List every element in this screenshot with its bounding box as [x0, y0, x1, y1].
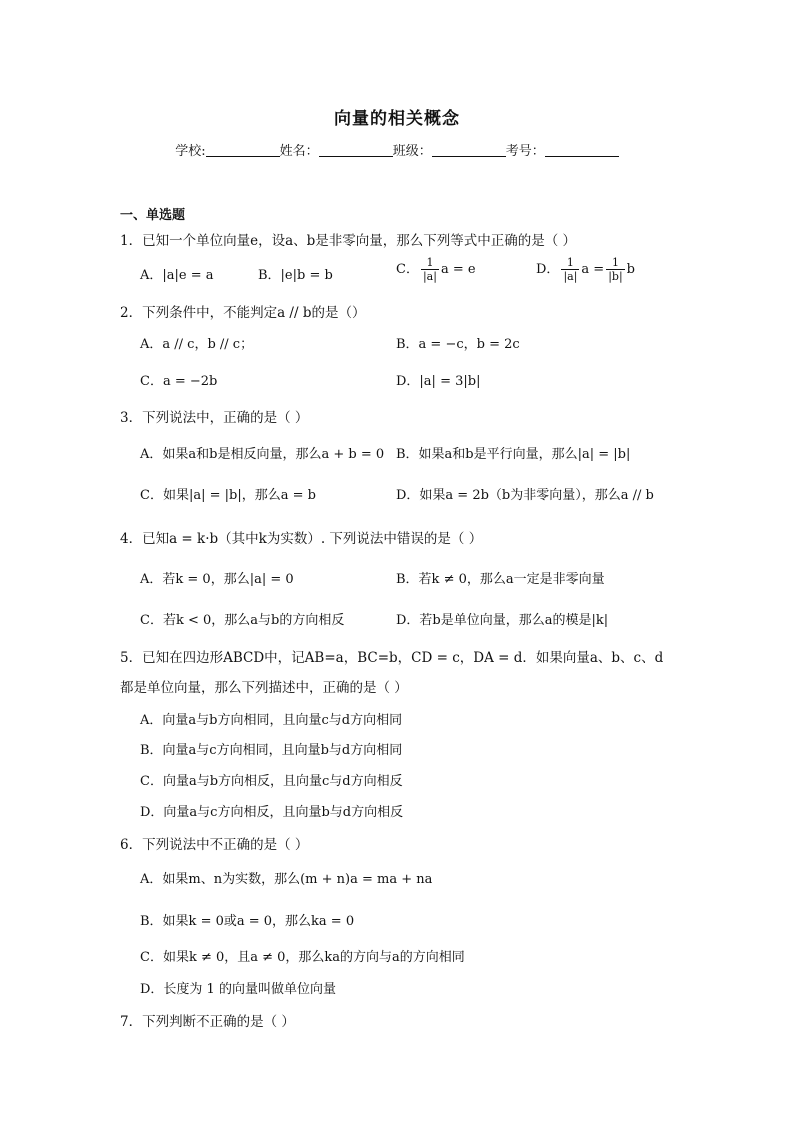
option-c-suffix: a = e	[440, 262, 476, 277]
question-3-option-a: A．如果a和b是相反向量，那么a + b = 0	[140, 447, 385, 462]
name-blank[interactable]	[319, 142, 393, 157]
question-3-option-c: C．如果|a| = |b|，那么a = b	[140, 488, 316, 503]
question-5-stem-line-2: 都是单位向量，那么下列描述中，正确的是（ ）	[120, 680, 408, 696]
number-blank[interactable]	[545, 142, 619, 157]
question-6-option-d: D．长度为 1 的向量叫做单位向量	[140, 982, 336, 997]
option-c-prefix: C．	[396, 262, 419, 277]
fraction-numerator: 1	[561, 256, 579, 270]
question-7-stem: 7．下列判断不正确的是（ ）	[120, 1014, 295, 1030]
fraction-denominator: |a|	[422, 270, 437, 283]
question-5-option-b: B．向量a与c方向相同，且向量b与d方向相同	[140, 743, 403, 758]
fraction-numerator: 1	[606, 256, 624, 270]
question-2-option-b: B．a = −c，b = 2c	[396, 337, 520, 352]
question-2-option-a: A．a // c，b // c；	[140, 337, 254, 352]
question-6-option-b: B．如果k = 0或a = 0，那么ka = 0	[140, 914, 355, 929]
question-3-stem: 3．下列说法中，正确的是（ ）	[120, 410, 309, 426]
school-blank[interactable]	[206, 142, 280, 157]
question-5-stem-line-1: 5．已知在四边形ABCD中，记AB=a，BC=b，CD = c，DA = d．如果向量a、b、c、d	[120, 650, 664, 666]
question-4-option-a: A．若k = 0，那么|a| = 0	[140, 572, 294, 587]
fraction-numerator: 1	[421, 256, 439, 270]
fraction-denominator: |a|	[563, 270, 578, 283]
question-6-option-a: A．如果m、n为实数，那么(m + n)a = ma + na	[140, 872, 433, 887]
fraction-denominator: |b|	[608, 270, 623, 283]
question-4-option-d: D．若b是单位向量，那么a的模是|k|	[396, 613, 609, 628]
question-2-stem: 2．下列条件中，不能判定a // b的是（）	[120, 305, 366, 321]
class-blank[interactable]	[432, 142, 506, 157]
option-d-middle: a =	[581, 262, 605, 277]
question-1-option-b: B．|e|b = b	[258, 268, 333, 283]
class-label: 班级：	[392, 144, 432, 159]
option-d-suffix: b	[626, 262, 635, 277]
section-heading: 一、单选题	[120, 208, 186, 223]
question-1-stem: 1．已知一个单位向量e，设a、b是非零向量，那么下列等式中正确的是（ ）	[120, 233, 577, 249]
name-label: 姓名：	[279, 144, 319, 159]
option-d-prefix: D．	[536, 262, 560, 277]
number-label: 考号：	[505, 144, 545, 159]
question-6-option-c: C．如果k ≠ 0，且a ≠ 0，那么ka的方向与a的方向相同	[140, 950, 465, 965]
question-4-stem: 4．已知a = k·b（其中k为实数）. 下列说法中错误的是（ ）	[120, 531, 483, 547]
question-2-option-c: C．a = −2b	[140, 374, 218, 389]
question-5-option-d: D．向量a与c方向相反，且向量b与d方向相反	[140, 805, 404, 820]
fraction	[606, 256, 624, 283]
question-1-option-c	[396, 256, 476, 283]
question-6-stem: 6．下列说法中不正确的是（ ）	[120, 837, 309, 853]
question-1-option-a: A．|a|e = a	[140, 268, 214, 283]
question-1-option-d	[536, 256, 635, 283]
question-4-option-b: B．若k ≠ 0，那么a一定是非零向量	[396, 572, 605, 587]
page-title: 向量的相关概念	[334, 109, 460, 129]
question-4-option-c: C．若k < 0，那么a与b的方向相反	[140, 613, 345, 628]
school-label: 学校:	[175, 144, 206, 159]
question-5-option-a: A．向量a与b方向相同，且向量c与d方向相同	[140, 713, 403, 728]
question-5-option-c: C．向量a与b方向相反，且向量c与d方向相反	[140, 774, 403, 789]
fraction	[561, 256, 579, 283]
question-3-option-b: B．如果a和b是平行向量，那么|a| = |b|	[396, 447, 631, 462]
student-info-line	[0, 140, 794, 159]
question-2-option-d: D．|a| = 3|b|	[396, 374, 481, 389]
fraction	[421, 256, 439, 283]
question-3-option-d: D．如果a = 2b（b为非零向量），那么a // b	[396, 488, 654, 503]
